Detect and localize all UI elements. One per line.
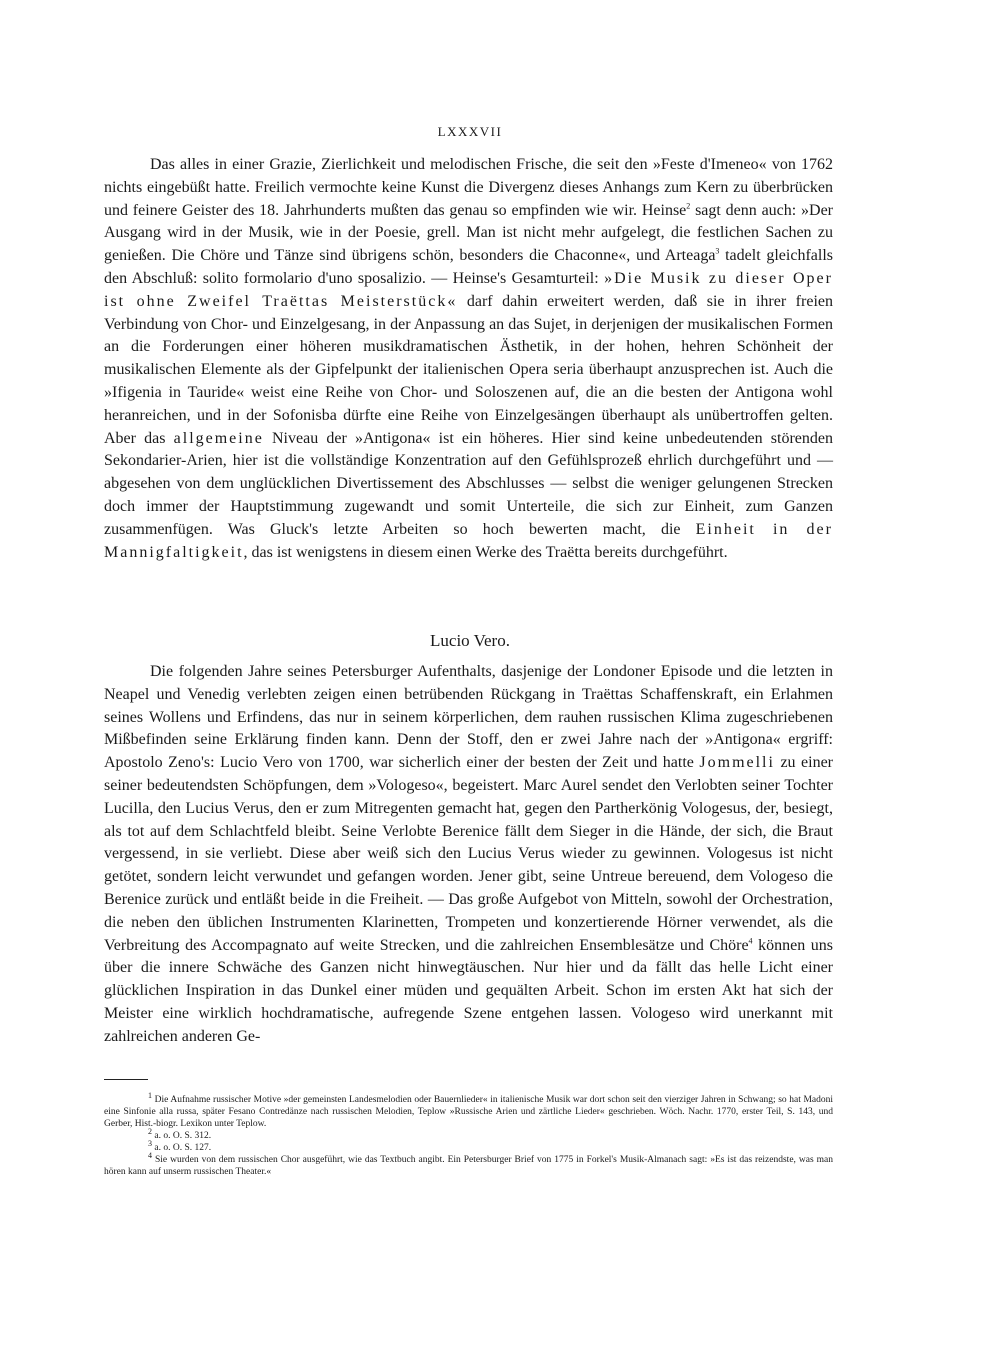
footnote: $^3$ a. o. O. S. 127. [148, 1138, 212, 1153]
footnotes [104, 1090, 834, 1178]
footnote-ref[interactable]: 4 [748, 936, 753, 946]
footnote-mark: 4 [148, 1150, 152, 1160]
footnote: $^2$ a. o. O. S. 312. [148, 1126, 212, 1141]
spaced-name: Jommelli [699, 754, 775, 772]
section-heading: Lucio Vero. [430, 631, 510, 650]
footnote-ref[interactable]: 3 [715, 246, 720, 256]
footnote-mark: 2 [148, 1126, 152, 1136]
footnote-divider [104, 1079, 148, 1080]
spaced-emphasis: allgemeine [173, 429, 264, 447]
footnote-mark: 1 [148, 1090, 152, 1100]
footnote-ref[interactable]: 2 [686, 201, 691, 211]
paragraph-antigona-conclusion [104, 154, 833, 564]
paragraph-text: Die folgenden Jahre seines Petersburger Aufenthalts, dasjenige der Londoner Episode und die letzten in Neapel und Venedig verlebten zeigen einen betrübenden Rückgang in Traëttas Schaffenskraft, ein Erlahmen seines Wollens und Erfindens, das nur in seinem körperlichen, dem rauhen russischen Klima zugeschriebenen Mißbefinden seine Erklärung finden kann. Denn der Stoff, den er zwei Jahre nach der »Antigona« ergriff: Apostolo Zeno's: Lucio Vero von 1700, war sicherlich einer der besten der Zeit und hatte Jommelli zu einer seiner bedeutendsten Schöpfungen, dem »Vologeso«, begeistert. Marc Aurel sendet den Verlobten seiner Tochter Lucilla, den Lucius Verus, den er zum Mitregenten gemacht hat, gegen den Partherkönig Vologesus, der, besiegt, als tot auf dem Schlachtfeld bleibt. Seine Verlobte Berenice fällt dem Sieger in die Hände, der sich, die Braut vergessend, in sie verliebt. Diese aber weiß sich den Lucius Verus wieder zu gewinnen. Vologesus ist nicht getötet, sondern leicht verwundet und gefangen worden. Jener gibt, seine Untreue bereuend, dem Vologeso die Berenice zurück und entläßt beide in die Freiheit. — Das große Aufgebot von Mitteln, sowohl der Orchestration, die neben den üblichen Instrumenten Klarinetten, Trompeten und konzertierende Hörner verwendet, als die Verbreitung des Accompagnato auf weite Strecken, und die zahlreichen Ensemblesätze und Chöre$^4$ können uns über die innere Schwäche des Ganzen nicht hinwegtäuschen. Nur hier und da fällt das helle Licht einer glücklichen Inspiration in das Dunkel einer müden und gequälten Arbeit. Schon im ersten Akt hat sich der Meister eine wirklich hochdramatische, aufregende Szene entgehen lassen. Vologeso wird unerkannt mit zahlreichen anderen Ge- [104, 663, 834, 1045]
paragraph-lucio-vero [104, 661, 833, 1049]
footnote-mark: 3 [148, 1138, 152, 1148]
paragraph-text: Das alles in einer Grazie, Zierlichkeit und melodischen Frische, die seit den »Feste d'Imeneo« von 1762 nichts eingebüßt hatte. Freilich vermochte keine Kunst die Divergenz dieses Anhangs zum Kern zu überbrücken und feinere Geister des 18. Jahrhunderts mußten das genau so empfinden wie wir. Heinse$^2$ sagt denn auch: »Der Ausgang wird in der Musik, wie in der Poesie, grell. Man ist nicht mehr aufgelegt, die festlichen Sachen zu genießen. Die Chöre und Tänze sind übrigens schön, besonders die Chaconne«, und Arteaga$^3$ tadelt gleichfalls den Abschluß: solito formolario d'uno sposalizio. — Heinse's Gesamturteil: »Die Musik zu dieser Oper ist ohne Zweifel Traëttas Meisterstück« darf dahin erweitert werden, daß sie in ihrer freien Verbindung von Chor- und Einzelgesang, in der Anpassung an das Sujet, in derjenigen der musikalischen Formen an die Forderungen einer höheren musikdramatischen Ästhetik, in der hohen, hehren Schönheit der musikalischen Elemente als der Gipfelpunkt der italienischen Opera seria überhaupt anzusprechen ist. Auch die »Ifigenia in Tauride« weist eine Reihe von Chor- und Soloszenen auf, die an die besten der Antigona wohl heranreichen, und in der Sofonisba dürfte eine Reihe von Einzelgesängen überhaupt als unübertroffen gelten. Aber das allgemeine Niveau der »Antigona« ist ein höheres. Hier sind keine unbedeutenden störenden Sekondarier-Arien, hier ist die vollständige Konzentration auf den Gefühlsprozeß ehrlich durchgeführt und — abgesehen von dem unglücklichen Divertissement des Abschlusses — selbst die weniger gelungenen Strecken doch immer der Hauptstimmung zugewandt und somit Unterteile, die sich zur Einheit, zum Ganzen zusammenfügen. Was Gluck's letzte Arbeiten so hoch bewerten macht, die Einheit in der Mannigfaltigkeit, das ist wenigstens in diesem einen Werke des Traëtta bereits durchgeführt. [104, 156, 834, 561]
spaced-quote: »Die Musik zu dieser Oper ist ohne Zweifel Traëttas Meisterstück« [104, 269, 833, 310]
footnote: $^4$ Sie wurden von dem russischen Chor ausgeführt, wie das Textbuch angibt. Ein Petersburger Brief von 1775 in Forkel's Musik-Almanach sagt: »Es ist das reizendste, was man hören kann auf unserm russischen Theater.« [104, 1150, 833, 1177]
spaced-emphasis: Einheit in der Mannigfaltigkeit [104, 520, 833, 561]
footnote: $^1$ Die Aufnahme russischer Motive »der gemeinsten Landesmelodien oder Bauernlieder« in italienische Musik war dort schon seit den vierziger Jahren in Schwang; so hat Madoni eine Sinfonie alla russa, später Fesano Contredänze nach russischen Melodien, Teplow »Russische Arien und zärtliche Lieder« geschrieben. Wöch. Nachr. 1770, erster Teil, S. 143, und Gerber, Hist.-biogr. Lexikon unter Teplow. [104, 1090, 834, 1129]
page-number: LXXXVII [437, 124, 503, 139]
